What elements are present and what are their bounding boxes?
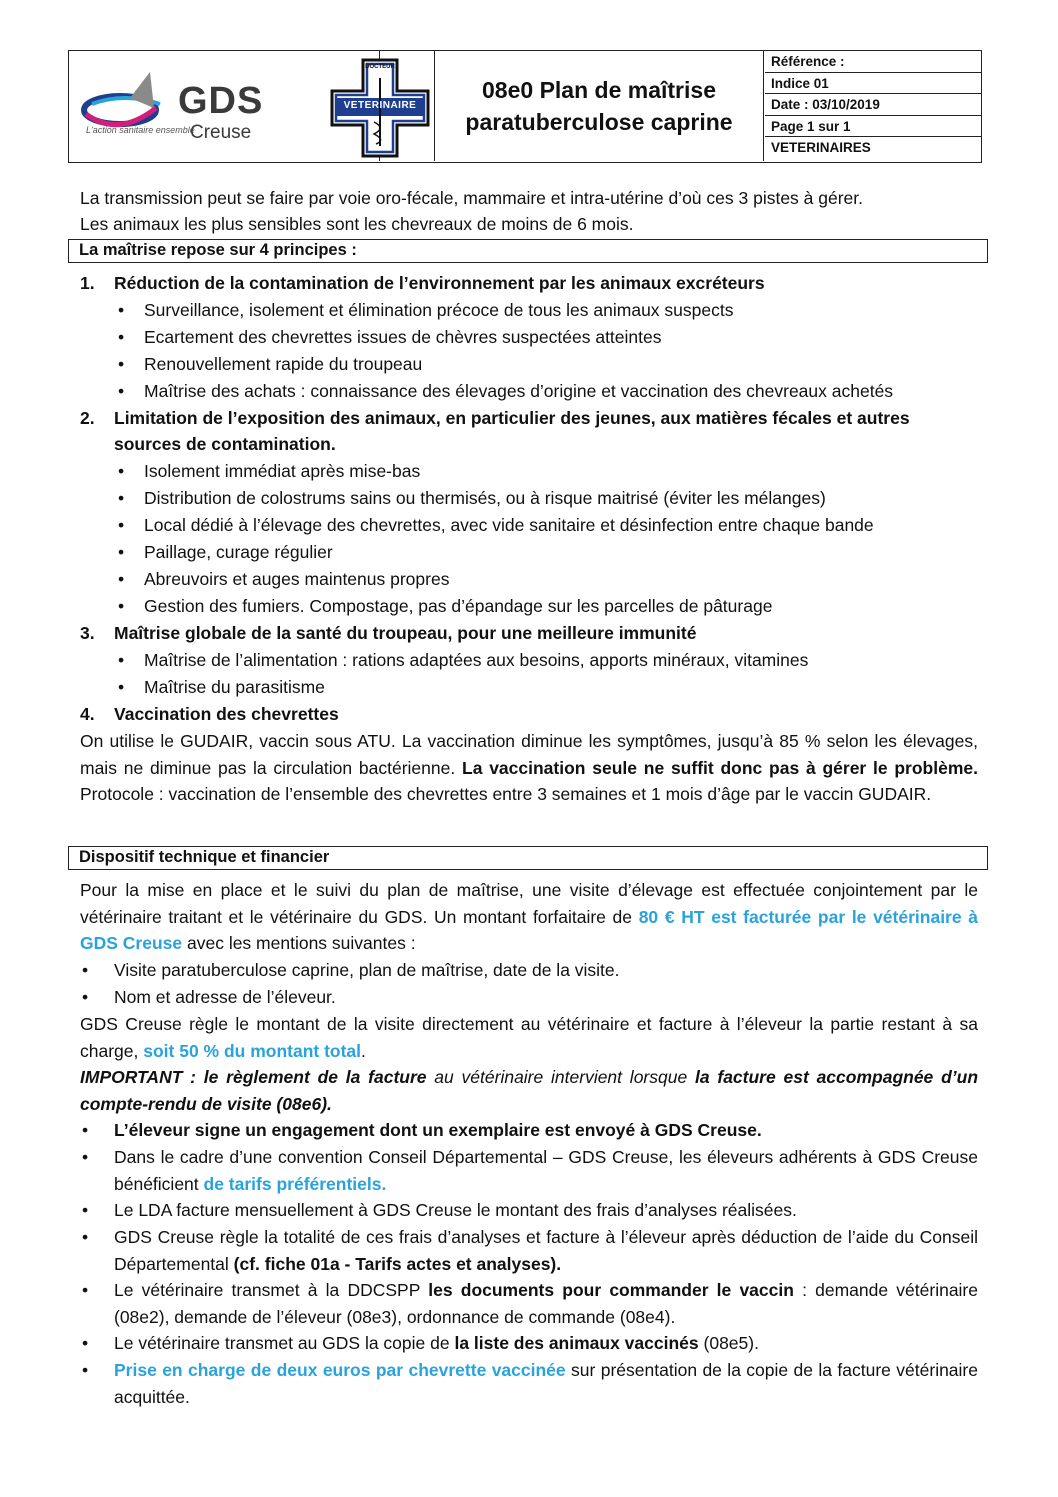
section-heading-dispositif: Dispositif technique et financier [68, 846, 988, 870]
list-item: • Abreuvoirs et auges maintenus propres [118, 569, 450, 589]
title-line-2: paratuberculose caprine [465, 109, 733, 135]
list-item: • Maîtrise des achats : connaissance des élevages d’origine et vaccination des chevreaux achetés [118, 381, 894, 401]
vet-logo-word: VETERINAIRE [343, 100, 417, 111]
title-line-1: 08e0 Plan de maîtrise [482, 77, 716, 103]
list-item: • Le vétérinaire transmet au GDS la copie de la liste des animaux vaccinés (08e5). [82, 1333, 759, 1353]
principle-3-title: 3. Maîtrise globale de la santé du troupeau, pour une meilleure immunité [80, 623, 697, 643]
list-item: • Nom et adresse de l’éleveur. [82, 987, 336, 1007]
list-item: • Prise en charge de deux euros par chevrette vaccinée sur présentation de la copie de la facture vétérinaire acquittée. [82, 1360, 978, 1407]
meta-index: Indice 01 [765, 73, 981, 95]
meta-date: Date : 03/10/2019 [765, 94, 981, 116]
dispositif-paragraph-2: GDS Creuse règle le montant de la visite directement au vétérinaire et facture à l’éleveur la partie restant à sa charge, soit 50 % du montant total. [80, 1014, 978, 1061]
principle-2-title-cont: sources de contamination. [114, 434, 336, 454]
list-item: • Le vétérinaire transmet à la DDCSPP les documents pour commander le vaccin : demande vétérinaire (08e2), demande de l’éleveur (08e3), ordonnance de commande (08e4). [82, 1280, 978, 1327]
meta-page: Page 1 sur 1 [765, 116, 981, 138]
principle-2-title: 2. Limitation de l’exposition des animaux, en particulier des jeunes, aux matières fécales et autres [80, 408, 910, 428]
section-heading-principles: La maîtrise repose sur 4 principes : [68, 239, 988, 263]
vaccination-paragraph: On utilise le GUDAIR, vaccin sous ATU. La vaccination diminue les symptômes, jusqu’à 85 % selon les élevages, mais ne diminue pas la circulation bactérienne. La vaccination seule ne suffit donc pas à gérer le problème. Protocole : vaccination de l’ensemble des chevrettes entre 3 semaines et 1 mois d’âge par le vaccin GUDAIR. [80, 731, 978, 804]
list-item: • Ecartement des chevrettes issues de chèvres suspectées atteintes [118, 327, 662, 347]
principle-4-title: 4. Vaccination des chevrettes [80, 704, 339, 724]
list-item: • Renouvellement rapide du troupeau [118, 354, 423, 374]
list-item: • Dans le cadre d’une convention Conseil Départemental – GDS Creuse, les éleveurs adhérents à GDS Creuse bénéficient de tarifs préférentiels. [82, 1147, 978, 1194]
list-item: • Gestion des fumiers. Compostage, pas d’épandage sur les parcelles de pâturage [118, 596, 773, 616]
gds-logo-sub: Creuse [190, 122, 252, 143]
list-item: • Surveillance, isolement et élimination précoce de tous les animaux suspects [118, 300, 734, 320]
intro-line-1: La transmission peut se faire par voie oro-fécale, mammaire et intra-utérine d’où ces 3 pistes à gérer. [80, 188, 864, 208]
vet-logo-top: DOCTEUR [365, 64, 395, 70]
list-item: • Isolement immédiat après mise-bas [118, 461, 421, 481]
important-note: IMPORTANT : le règlement de la facture au vétérinaire intervient lorsque la facture est accompagnée d’un compte-rendu de visite (08e6). [80, 1067, 979, 1114]
gds-logo-tagline: L'action sanitaire ensemble [86, 125, 195, 135]
list-item: • Visite paratuberculose caprine, plan de maîtrise, date de la visite. [82, 960, 620, 980]
list-item: • Local dédié à l’élevage des chevrettes, avec vide sanitaire et désinfection entre chaque bande [118, 515, 874, 535]
list-item: • GDS Creuse règle la totalité de ces frais d’analyses et facture à l’éleveur après déduction de l’aide du Conseil Départemental (cf. fiche 01a - Tarifs actes et analyses). [82, 1227, 978, 1274]
list-item: • L’éleveur signe un engagement dont un exemplaire est envoyé à GDS Creuse. [82, 1120, 762, 1140]
document-title [434, 51, 764, 161]
gds-logo-name: GDS [178, 80, 264, 122]
list-item: • Maîtrise du parasitisme [118, 677, 325, 697]
meta-reference: Référence : [765, 51, 981, 73]
list-item: • Paillage, curage régulier [118, 542, 333, 562]
list-item: • Distribution de colostrums sains ou thermisés, ou à risque maitrisé (éviter les mélanges) [118, 488, 826, 508]
dispositif-paragraph-1: Pour la mise en place et le suivi du plan de maîtrise, une visite d’élevage est effectuée conjointement par le vétérinaire traitant et le vétérinaire du GDS. Un montant forfaitaire de 80 € HT est facturée par le vétérinaire à GDS Creuse avec les mentions suivantes : [80, 880, 978, 953]
meta-table [765, 51, 981, 159]
principle-1-title: 1. Réduction de la contamination de l’environnement par les animaux excréteurs [80, 273, 765, 293]
meta-audience: VETERINAIRES [771, 140, 871, 155]
intro-line-2: Les animaux les plus sensibles sont les chevreaux de moins de 6 mois. [80, 214, 634, 234]
list-item: • Le LDA facture mensuellement à GDS Creuse le montant des frais d’analyses réalisées. [82, 1200, 797, 1220]
list-item: • Maîtrise de l’alimentation : rations adaptées aux besoins, apports minéraux, vitamines [118, 650, 809, 670]
